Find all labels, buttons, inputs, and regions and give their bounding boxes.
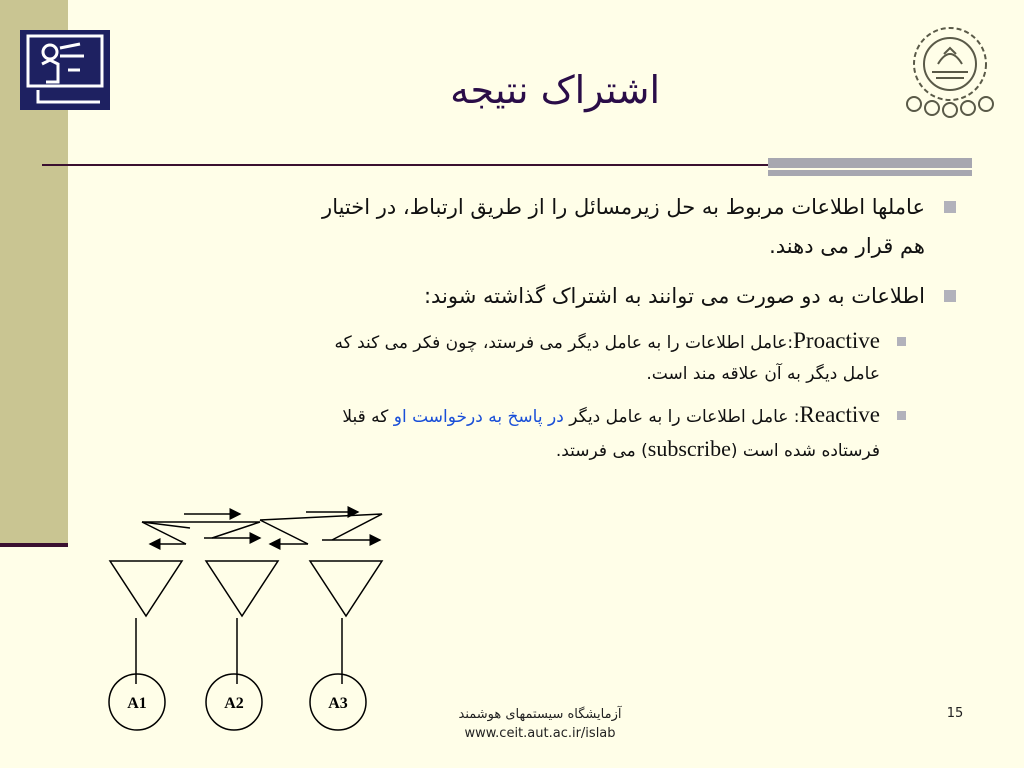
slide-title: اشتراک نتیجه (450, 68, 660, 112)
proactive-line-1: Proactive:عامل اطلاعات را به عامل دیگر می فرستد، چون فکر می کند که (334, 328, 880, 353)
bullet-marker (944, 290, 956, 302)
computer-user-icon (20, 30, 110, 110)
title-accent-block (768, 158, 972, 176)
bullet-text-2: اطلاعات به دو صورت می توانند به اشتراک گذاشته شوند: (423, 284, 925, 308)
agent-diagram (100, 500, 400, 735)
left-decor-rule (0, 543, 68, 547)
reactive-desc-pre: عامل اطلاعات را به عامل دیگر (569, 407, 789, 427)
reactive-desc-post: که قبلا (342, 407, 389, 427)
bullet-text-1a: عاملها اطلاعات مربوط به حل زیرمسائل را از طریق ارتباط، در اختیار (322, 195, 925, 219)
page-number: 15 (946, 706, 964, 721)
agent-label-a2: A2 (224, 695, 244, 712)
reactive-line2-post: ) می فرستد. (555, 441, 648, 461)
sub-bullet-marker (897, 411, 906, 420)
reactive-highlight: در پاسخ به درخواست او (393, 407, 564, 427)
proactive-line-2: عامل دیگر به آن علاقه مند است. (646, 364, 880, 384)
bullet-marker (944, 201, 956, 213)
proactive-term: Proactive (793, 328, 880, 353)
footer (430, 705, 650, 743)
bullet-text-1b: هم قرار می دهند. (769, 234, 925, 258)
university-emblem-icon (900, 20, 1000, 118)
reactive-line2-pre: فرستاده شده است ( (730, 441, 880, 461)
subscribe-term: subscribe (647, 436, 731, 461)
title-divider (42, 164, 768, 166)
agent-label-a1: A1 (127, 695, 147, 712)
reactive-line-2 (120, 432, 880, 468)
agent-label-a3: A3 (328, 695, 348, 712)
proactive-desc: عامل اطلاعات را به عامل دیگر می فرستد، چون فکر می کند که (334, 333, 788, 353)
footer-url: www.ceit.aut.ac.ir/islab (464, 726, 616, 741)
reactive-line-1: Reactive: عامل اطلاعات را به عامل دیگر در پاسخ به درخواست او که قبلا (342, 402, 880, 427)
reactive-term: Reactive (799, 402, 880, 427)
sub-bullet-marker (897, 337, 906, 346)
footer-lab-name: آزمایشگاه سیستمهای هوشمند (458, 707, 622, 722)
